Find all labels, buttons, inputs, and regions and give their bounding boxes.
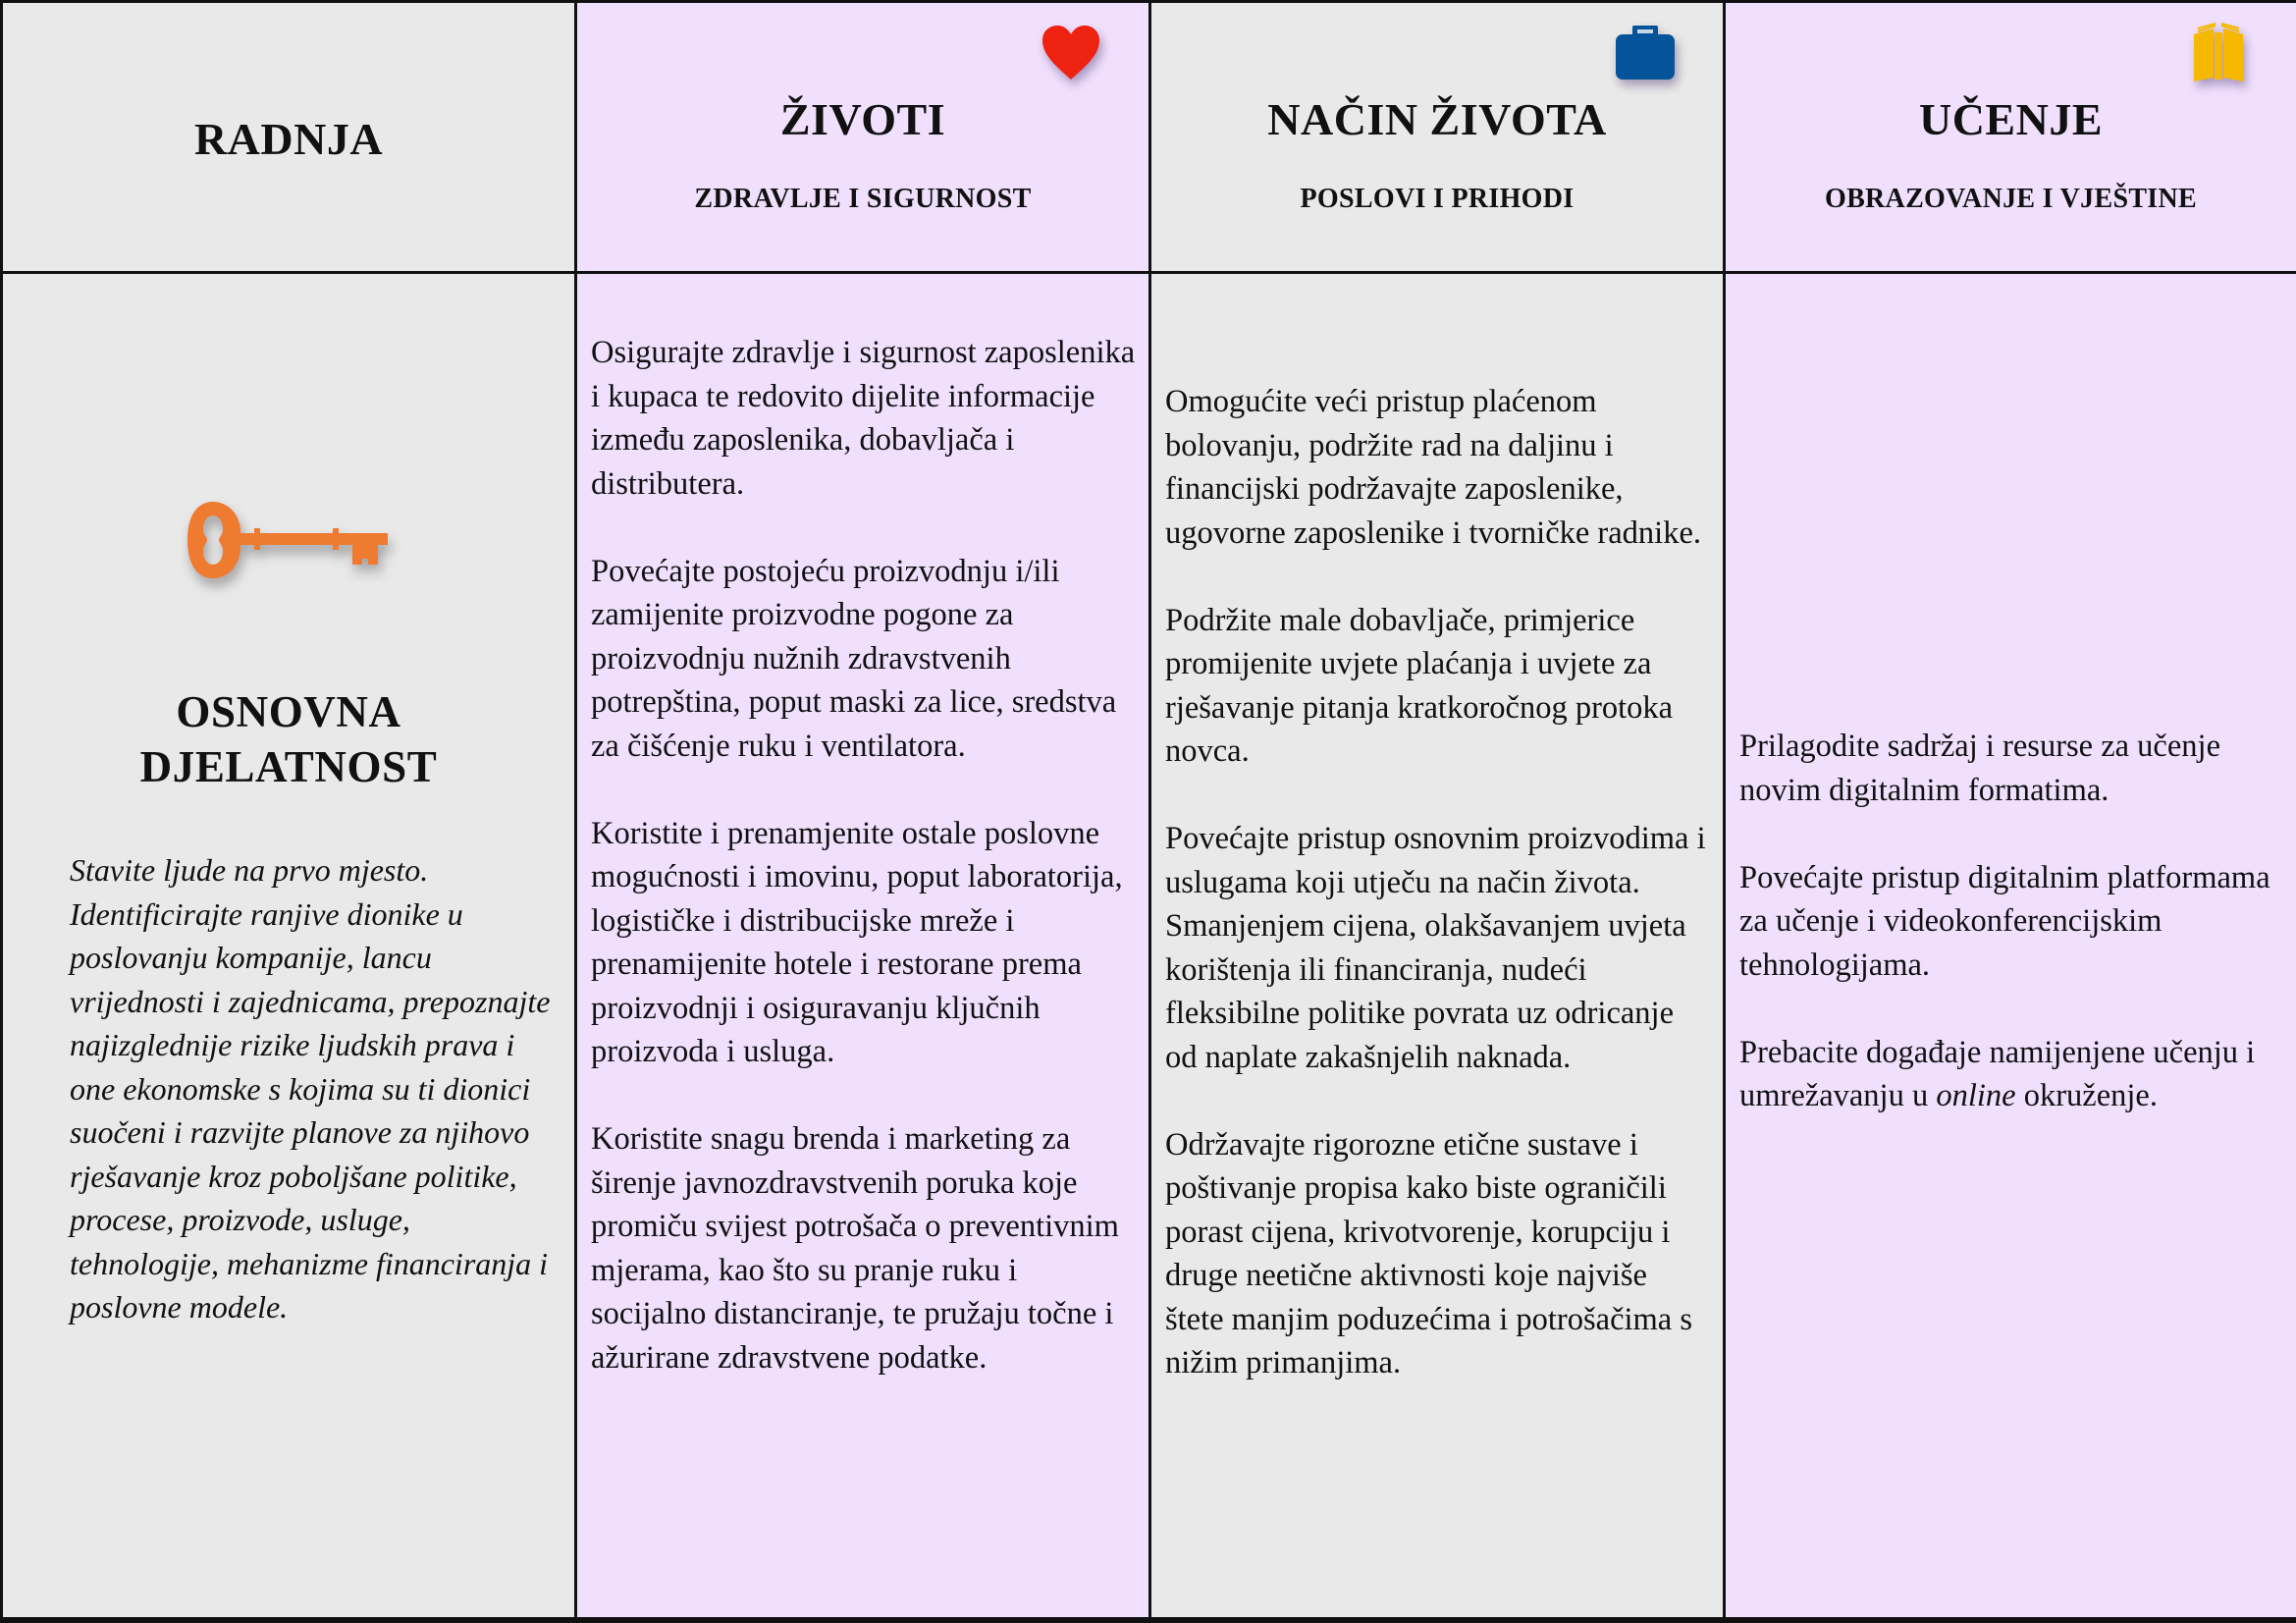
nacin-zivota-paragraph: Održavajte rigorozne etične sustave i poštivanje propisa kako biste ograničili porast cijena, krivotvorenje, korupciju i druge neetične aktivnosti koje najviše štete manjim poduzećima i potrošačima s nižim primanjima. — [1165, 1126, 1692, 1380]
nacin-zivota-paragraph: Povećajte pristup osnovnim proizvodima i uslugama koji utječu na način života. Smanjenjem cijena, olakšavanjem uvjeta korištenja ili financiranja, nudeći fleksibilne politike povrata uz odricanje od naplate zakašnjelih naknada. — [1165, 821, 1706, 1075]
header-cell-zivoti — [577, 3, 1148, 271]
ucenje-p3-online: online — [1936, 1078, 2016, 1113]
nacin-zivota-text — [1165, 380, 1713, 1385]
header-subtitle-zivoti: ZDRAVLJE I SIGURNOST — [694, 184, 1032, 214]
ucenje-p3-text: Prebacite događaje namijenjene učenju i umrežavanju u — [1739, 1034, 2256, 1113]
ucenje-paragraph: Prilagodite sadržaj i resurse za učenje novim digitalnim formatima. — [1739, 729, 2220, 808]
content-cell-zivoti — [577, 274, 1148, 1617]
nacin-zivota-paragraph: Podržite male dobavljače, primjerice promijenite uvjete plaćanja i uvjete za rješavanje pitanja kratkoročnog protoka novca. — [1165, 602, 1674, 769]
header-subtitle-ucenje: OBRAZOVANJE I VJEŠTINE — [1824, 184, 2197, 214]
header-title-zivoti: ŽIVOTI — [779, 94, 946, 144]
header-cell-ucenje — [1726, 3, 2296, 271]
action-description: Stavite ljude na prvo mjesto. Identificirajte ranjive dionike u poslovanju kompanije, lancu vrijednosti i zajednicama, prepoznajte najizglednije rizike ljudskih prava i one ekonomske s kojima su ti dionici suočeni i razvijte planove za njihovo rješavanje kroz poboljšane politike, procese, proizvode, usluge, tehnologije, mehanizme financiranja i poslovne modele. — [70, 852, 551, 1325]
briefcase-icon — [1613, 23, 1678, 83]
action-title — [3, 684, 574, 794]
action-cell-osnovna-djelatnost — [3, 274, 574, 1617]
header-title-radnja: RADNJA — [193, 114, 384, 164]
ucenje-text — [1739, 725, 2286, 1118]
header-title-ucenje: UČENJE — [1918, 94, 2104, 144]
content-cell-nacin-zivota — [1151, 274, 1723, 1617]
action-title-line2: DJELATNOST — [139, 742, 438, 791]
book-icon — [2186, 23, 2251, 83]
zivoti-paragraph: Osigurajte zdravlje i sigurnost zaposlenika i kupaca te redovito dijelite informacije između zaposlenika, dobavljača i distributera. — [591, 335, 1136, 502]
header-subtitle-nacin-zivota: POSLOVI I PRIHODI — [1300, 184, 1575, 214]
nacin-zivota-paragraph: Omogućite veći pristup plaćenom bolovanju, podržite rad na daljinu i financijski podržavajte zaposlenike, ugovorne zaposlenike i tvorničke radnike. — [1165, 384, 1701, 551]
zivoti-text — [591, 331, 1139, 1380]
header-cell-radnja — [3, 3, 574, 271]
header-cell-nacin-zivota — [1151, 3, 1723, 271]
zivoti-paragraph: Povećajte postojeću proizvodnju i/ili zamijenite proizvodne pogone za proizvodnju nužnih zdravstvenih potrepština, poput maski za lice, sredstva za čišćenje ruku i ventilatora. — [591, 553, 1117, 764]
header-title-nacin-zivota: NAČIN ŽIVOTA — [1267, 94, 1607, 144]
ucenje-paragraph: Povećajte pristup digitalnim platformama za učenje i videokonferencijskim tehnologijama. — [1739, 859, 2270, 983]
action-title-line1: OSNOVNA — [176, 687, 401, 736]
key-icon — [186, 496, 394, 584]
ucenje-paragraph — [1739, 1031, 2286, 1118]
content-cell-ucenje — [1726, 274, 2296, 1617]
ucenje-p3-end: okruženje. — [2015, 1078, 2158, 1113]
heart-icon — [1039, 23, 1103, 83]
zivoti-paragraph: Koristite snagu brenda i marketing za širenje javnozdravstvenih poruka koje promiču svijest potrošača o preventivnim mjerama, kao što su pranje ruku i socijalno distanciranje, te pružaju točne i ažurirane zdravstvene podatke. — [591, 1121, 1119, 1376]
zivoti-paragraph: Koristite i prenamjenite ostale poslovne mogućnosti i imovinu, poput laboratorija, logističke i distribucijske mreže i prenamijenite hotele i restorane prema proizvodnji i osiguravanju ključnih proizvoda i usluga. — [591, 815, 1123, 1069]
